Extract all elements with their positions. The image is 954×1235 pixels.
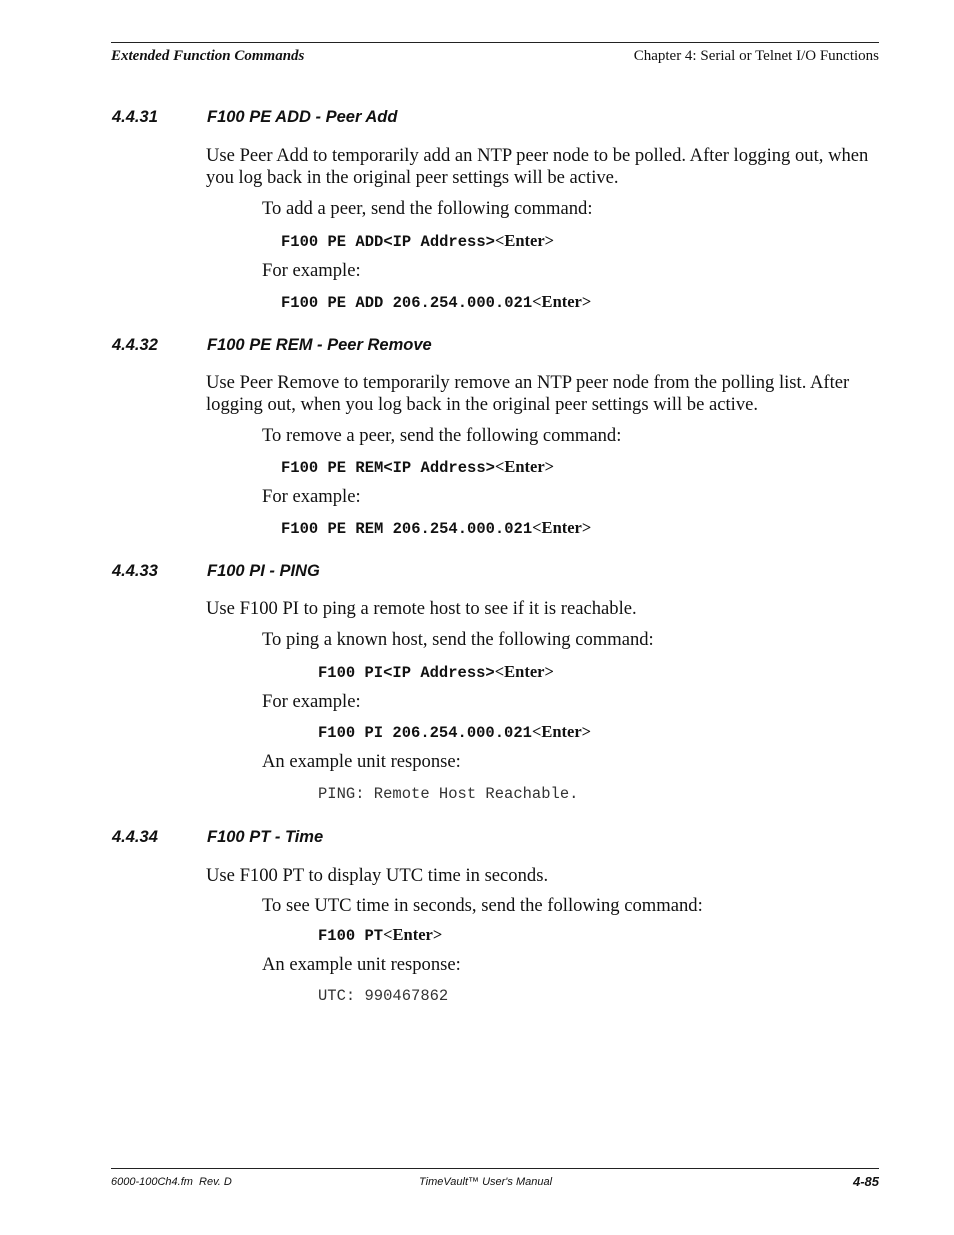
- header-rule: [111, 42, 879, 43]
- enter-key: <Enter>: [531, 722, 592, 741]
- enter-key: <Enter>: [532, 292, 592, 311]
- example-text: F100 PI 206.254.000.021: [318, 724, 532, 742]
- section-heading: [112, 336, 432, 355]
- command-syntax: [281, 457, 554, 477]
- example-label: For example:: [262, 486, 361, 507]
- command-text: F100 PE ADD<IP Address>: [281, 233, 495, 251]
- example-label: For example:: [262, 260, 361, 281]
- command-example: [281, 292, 591, 312]
- example-label: For example:: [262, 691, 361, 712]
- enter-key: <Enter>: [383, 925, 443, 944]
- command-text: F100 PE REM<IP Address>: [281, 459, 495, 477]
- response-label: An example unit response:: [262, 954, 461, 975]
- command-syntax: [318, 662, 554, 682]
- response-label: An example unit response:: [262, 751, 461, 772]
- section-description: Use F100 PT to display UTC time in seconds.: [206, 865, 549, 886]
- command-instruction: To see UTC time in seconds, send the following command:: [262, 895, 703, 916]
- command-example: [281, 518, 591, 538]
- section-title: F100 PE REM - Peer Remove: [207, 336, 432, 354]
- enter-key: <Enter>: [494, 662, 554, 681]
- section-number: 4.4.34: [112, 828, 158, 846]
- section-heading: [112, 108, 397, 127]
- footer-file-rev: 6000-100Ch4.fm Rev. D: [111, 1176, 232, 1188]
- example-text: F100 PE ADD 206.254.000.021: [281, 294, 533, 312]
- section-title: F100 PI - PING: [207, 562, 320, 580]
- section-description: Use F100 PI to ping a remote host to see if it is reachable.: [206, 598, 637, 619]
- enter-key: <Enter>: [494, 231, 555, 250]
- section-title: F100 PT - Time: [207, 828, 324, 846]
- unit-response: PING: Remote Host Reachable.: [318, 785, 579, 803]
- example-text: F100 PE REM 206.254.000.021: [281, 520, 533, 538]
- enter-key: <Enter>: [494, 457, 555, 476]
- running-header-right: Chapter 4: Serial or Telnet I/O Functions: [633, 48, 879, 64]
- command-instruction: To remove a peer, send the following command:: [262, 425, 622, 446]
- unit-response: UTC: 990467862: [318, 987, 449, 1005]
- command-example: [318, 722, 591, 742]
- command-instruction: To add a peer, send the following command:: [262, 198, 593, 219]
- page-number: 4-85: [852, 1174, 879, 1189]
- command-instruction: To ping a known host, send the following command:: [262, 629, 654, 650]
- running-header-left: Extended Function Commands: [111, 48, 305, 64]
- command-text: F100 PT: [318, 927, 384, 945]
- section-heading: [112, 562, 320, 581]
- footer-manual-title: TimeVault™ User's Manual: [419, 1176, 553, 1188]
- section-number: 4.4.33: [112, 562, 158, 580]
- section-number: 4.4.31: [112, 108, 158, 126]
- section-description: Use Peer Add to temporarily add an NTP peer node to be polled. After logging out, when you log back in the original peer settings will be active.: [206, 145, 869, 188]
- enter-key: <Enter>: [532, 518, 592, 537]
- command-syntax: [318, 925, 442, 945]
- command-text: F100 PI<IP Address>: [318, 664, 495, 682]
- command-syntax: [281, 231, 554, 251]
- section-title: F100 PE ADD - Peer Add: [207, 108, 398, 126]
- footer-rule: [111, 1168, 879, 1169]
- section-heading: [112, 828, 323, 847]
- section-description: Use Peer Remove to temporarily remove an NTP peer node from the polling list. After logging out, when you log back in the original peer settings will be active.: [206, 372, 850, 415]
- section-number: 4.4.32: [112, 336, 158, 354]
